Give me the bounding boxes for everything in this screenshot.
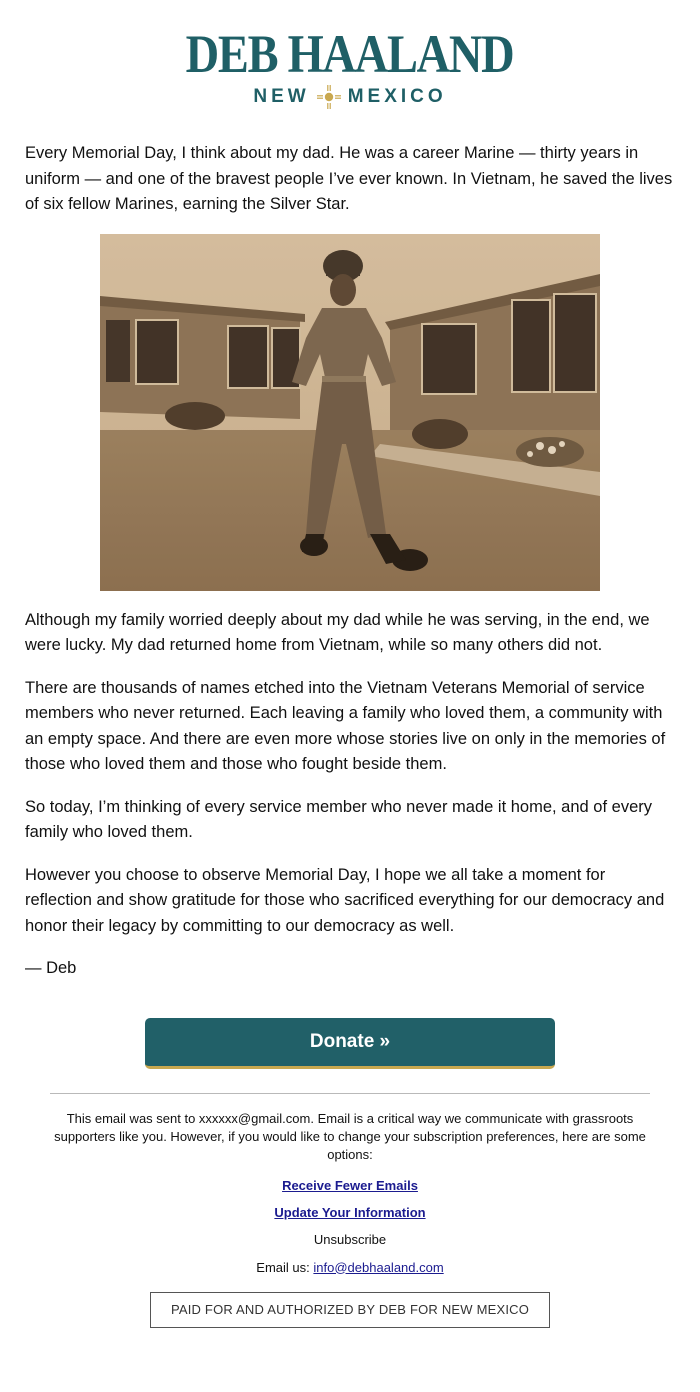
paragraph-2: Although my family worried deeply about my dad while he was serving, in the end, we were lucky. My dad returned home from Vietnam, while so many others did not. (25, 610, 650, 654)
paragraph-3: There are thousands of names etched into the Vietnam Veterans Memorial of service members who never returned. Each leaving a family who loved them, a community with an empty space. And there are even more whose stories live on only in the memories of those who loved them and those who fought beside them. (25, 678, 666, 773)
update-information-link[interactable]: Update Your Information (274, 1204, 426, 1220)
paragraph-intro: Every Memorial Day, I think about my dad. He was a career Marine — thirty years in uniform — and one of the bravest people I’ve ever known. In Vietnam, he saved the lives of six fellow Marines, earning the Silver Star. (25, 144, 673, 213)
zia-sun-icon (316, 84, 342, 110)
email-address-link[interactable]: info@debhaaland.com (313, 1259, 444, 1275)
donate-section (0, 1018, 700, 1069)
unsubscribe-link[interactable]: Unsubscribe (313, 1231, 387, 1247)
logo-subline (0, 84, 700, 110)
email-us-line (50, 1259, 650, 1277)
message-content (0, 141, 700, 982)
email-us-label: Email us: (256, 1259, 310, 1275)
donate-button[interactable]: Donate » (145, 1018, 555, 1069)
paragraph-4: So today, I’m thinking of every service member who never made it home, and of every family who loved them. (25, 797, 652, 841)
receive-fewer-emails-link[interactable]: Receive Fewer Emails (282, 1177, 418, 1193)
logo-new: NEW (253, 86, 310, 107)
logo-wordmark: DEB HAALAND (186, 24, 514, 84)
vintage-photo-image (100, 234, 600, 591)
paragraph-5: However you choose to observe Memorial Day, I hope we all take a moment for reflection and show gratitude for those who sacrificed everything for our democracy and honor their legacy by committing to our democracy as well. (25, 865, 665, 935)
logo-mexico: MEXICO (347, 86, 447, 107)
signature: — Deb (25, 959, 77, 977)
logo[interactable] (0, 0, 700, 120)
footer (0, 1094, 700, 1328)
paid-for-disclaimer: PAID FOR AND AUTHORIZED BY DEB FOR NEW MEXICO (150, 1292, 550, 1328)
footer-notice: This email was sent to xxxxxx@gmail.com. Email is a critical way we communicate with grassroots supporters like you. However, if you would like to change your subscription preferences, here are some options: (54, 1110, 646, 1162)
